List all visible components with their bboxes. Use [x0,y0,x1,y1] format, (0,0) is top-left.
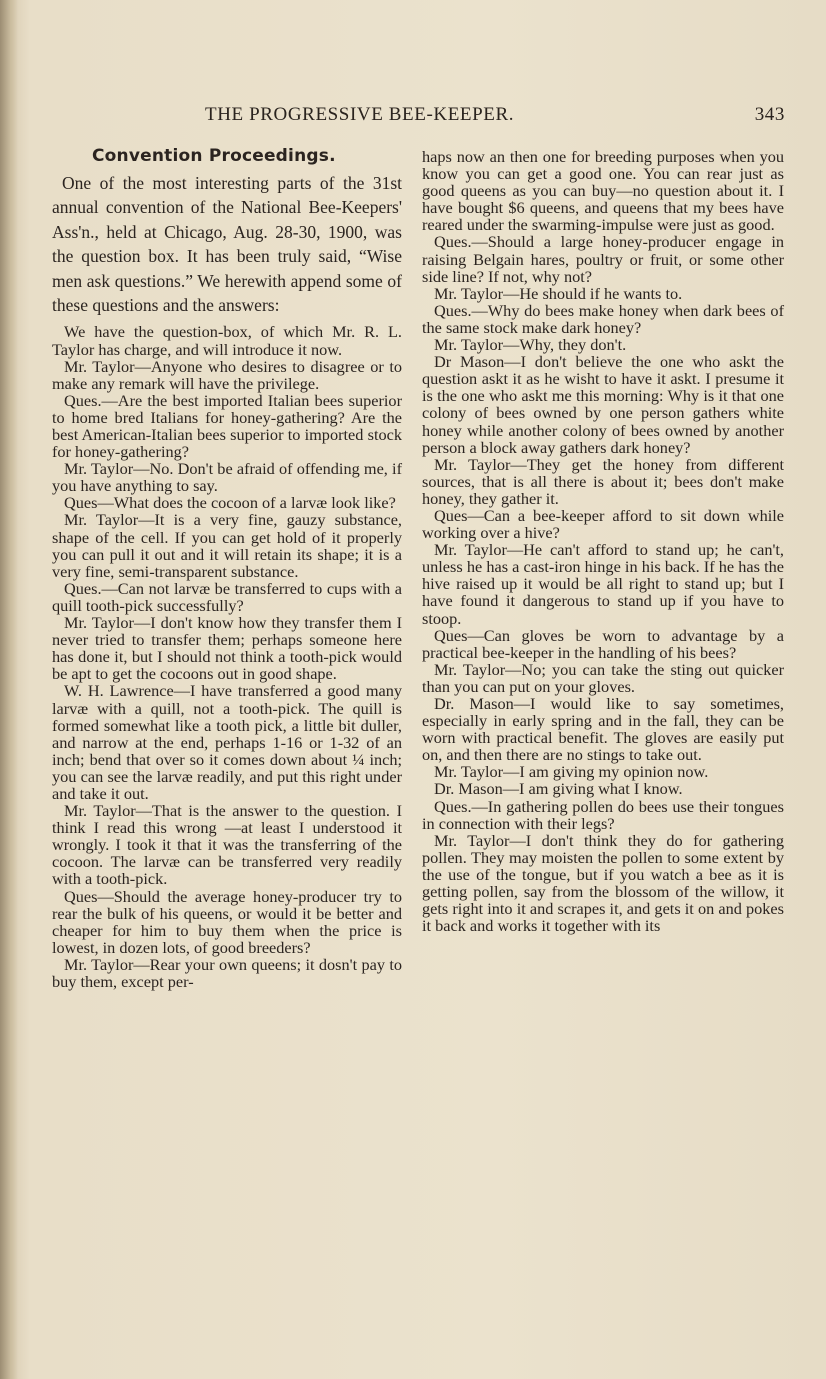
paragraph: Mr. Taylor—Rear your own queens; it dosn't pay to buy them, except per- [52,954,402,991]
paragraph: Ques.—Can not larvæ be transferred to cups with a quill tooth-pick successfully? [52,578,402,615]
running-header [205,104,785,128]
paragraph: haps now an then one for breeding purposes when you know you can get a good one. You can rear just as good queens as you can buy—no question about it. I have bought $6 queens, and queens that my bees have reared under the swarming-impulse were just as good. [422,147,784,235]
paragraph: Ques.—In gathering pollen do bees use their tongues in connection with their legs? [422,796,784,833]
intro-paragraph: One of the most interesting parts of the 31st annual convention of the National Bee-Keepers' Ass'n., held at Chicago, Aug. 28-30, 1900, was the question box. It has been truly said, “Wise men ask questions.” We herewith append some of these questions and the answers: [52,173,402,316]
paragraph: Mr. Taylor—It is a very fine, gauzy substance, shape of the cell. If you can get hold of it properly you can pull it out and it will retain its shape; it is a very fine, semi-transparent substance. [52,510,402,581]
left-column [52,145,402,990]
paragraph: Mr. Taylor—I don't know how they transfer them I never tried to transfer them; perhaps someone here has done it, but I should not think a tooth-pick would be apt to get the cocoons out in good shape. [52,613,402,684]
right-column [422,148,784,934]
binding-shadow [0,0,18,1379]
paragraph: Mr. Taylor—They get the honey from different sources, that is all there is about it; bees don't make honey, they gather it. [422,454,784,508]
paragraph: Mr. Taylor—That is the answer to the question. I think I read this wrong —at least I understood it wrongly. I took it that it was the transferring of the cocoon. The larvæ can be transferred very readily with a tooth-pick. [52,801,402,889]
paragraph: Mr. Taylor—I don't think they do for gathering pollen. They may moisten the pollen to some extent by the use of the tongue, but if you watch a bee as it is getting pollen, say from the blossom of the willow, it gets right into it and scrapes it, and gets it on and pokes it back and works it together with its [422,830,784,936]
paragraph: Dr Mason—I don't believe the one who askt the question askt it as he wisht to have it askt. I presume it is the one who askt me this morning: Why is it that one colony of bees owned by one person gathers white honey while another colony of bees owned by another person a block away gathers dark honey? [422,352,784,457]
paragraph: Mr. Taylor—Anyone who desires to disagree or to make any remark will have the privilege. [52,356,402,393]
paragraph: Ques.—Are the best imported Italian bees superior to home bred Italians for honey-gathering? Are the best American-Italian bees superior to imported stock for honey-gathering? [52,390,402,462]
paragraph: Mr. Taylor—Why, they don't. [434,335,627,355]
paragraph: Ques.—Why do bees make honey when dark bees of the same stock make dark honey? [422,300,784,337]
paragraph: We have the question-box, of which Mr. R. L. Taylor has charge, and will introduce it now. [52,322,402,359]
paragraph: Ques—Can gloves be worn to advantage by a practical bee-keeper in the handling of his bees? [422,625,784,662]
paragraph: Dr. Mason—I would like to say sometimes, especially in early spring and in the fall, they can be worn with practical benefit. The gloves are easily put on, and then there are no stings to take out. [422,694,784,765]
paragraph: Ques—Can a bee-keeper afford to sit down while working over a hive? [422,505,784,543]
section-title: Convention Proceedings. [92,146,336,166]
paragraph: Dr. Mason—I am giving what I know. [434,779,683,799]
intro-block [52,171,402,317]
paragraph: Mr. Taylor—I am giving my opinion now. [434,762,709,782]
paragraph: Ques—What does the cocoon of a larvæ look like? [64,493,396,513]
paragraph: Mr. Taylor—No. Don't be afraid of offending me, if you have anything to say. [52,459,402,496]
paragraph: W. H. Lawrence—I have transferred a good many larvæ with a quill, not a tooth-pick. The quill is formed somewhat like a tooth pick, a little bit duller, and narrow at the end, perhaps 1-16 or 1-32 of an inch; bend that over so it comes down about ¼ inch; you can see the larvæ readily, and put this right under and take it out. [52,681,402,803]
page-number: 343 [754,104,785,125]
paragraph: Mr. Taylor—No; you can take the sting out quicker than you can put on your gloves. [422,659,784,696]
paragraph: Ques—Should the average honey-producer try to rear the bulk of his queens, or would it be better and cheaper for him to buy them when the price is lowest, in dozen lots, of good breeders? [52,886,402,957]
paragraph: Mr. Taylor—He should if he wants to. [434,283,683,303]
journal-title: THE PROGRESSIVE BEE-KEEPER. [205,104,515,125]
paragraph: Ques.—Should a large honey-producer engage in raising Belgain hares, poultry or fruit, or some other side line? If not, why not? [422,232,784,286]
paragraph: Mr. Taylor—He can't afford to stand up; he can't, unless he has a cast-iron hinge in his back. If he has the hive raised up it would be all right to stand up; but I have found it dangerous to stand up if you have to stoop. [422,540,784,628]
